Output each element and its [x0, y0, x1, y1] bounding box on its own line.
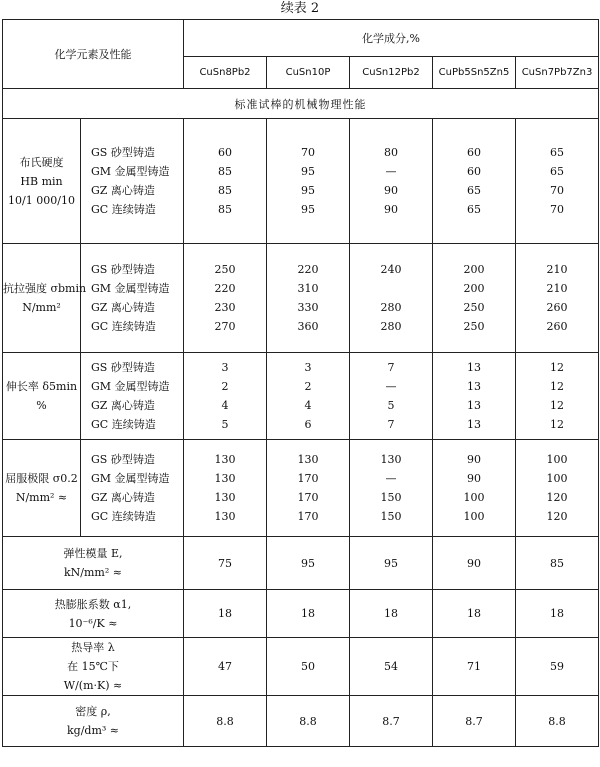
property-name-line: N/mm² ≈	[15, 491, 68, 504]
property-name-line: N/mm²	[22, 301, 61, 314]
value-cell: 85	[516, 537, 599, 590]
property-name-cell	[3, 537, 184, 590]
value-line: 12	[550, 418, 565, 431]
property-name-line: 热导率 λ	[71, 641, 115, 654]
property-name-line: HB min	[20, 174, 63, 188]
value-cell	[267, 244, 350, 353]
value-line: 200	[463, 282, 485, 295]
value-line: 90	[384, 203, 398, 216]
value-line: 12	[550, 380, 565, 393]
value-line: 360	[297, 320, 319, 333]
value-cell: 18	[267, 590, 350, 638]
property-name-line: 密度 ρ,	[75, 705, 111, 718]
property-row	[3, 638, 599, 696]
value-line: 170	[297, 510, 319, 523]
value-cell: 18	[516, 590, 599, 638]
value-line: 230	[214, 301, 236, 314]
value-line: 100	[546, 472, 568, 485]
property-name-line: 屈服极限 σ0.2	[5, 472, 78, 485]
value-cell	[184, 440, 267, 537]
value-line	[350, 279, 432, 298]
property-name-line: 10/1 000/10	[8, 193, 75, 207]
value-cell: 18	[433, 590, 516, 638]
property-name-line: 弹性模量 E,	[63, 547, 123, 560]
casting-method-line: GS 砂型铸造	[91, 361, 155, 374]
value-cell: 8.8	[267, 696, 350, 747]
casting-method-line: GZ 离心铸造	[91, 184, 155, 197]
value-cell	[516, 440, 599, 537]
value-line: 330	[297, 301, 319, 314]
value-cell	[267, 353, 350, 440]
value-line: 5	[221, 418, 229, 431]
property-group-row	[3, 244, 599, 353]
value-line: 210	[546, 282, 568, 295]
value-cell: 54	[350, 638, 433, 696]
property-name-cell	[3, 119, 81, 244]
value-line: 150	[380, 491, 402, 504]
value-line: 70	[301, 146, 315, 159]
value-line: 130	[214, 491, 236, 504]
value-cell	[516, 353, 599, 440]
value-line: 220	[214, 282, 236, 295]
value-cell: 95	[350, 537, 433, 590]
value-cell	[433, 440, 516, 537]
value-line: 280	[380, 301, 402, 314]
value-cell	[433, 353, 516, 440]
property-group-row	[3, 353, 599, 440]
value-line: 70	[550, 203, 565, 216]
value-line: 65	[467, 184, 481, 197]
value-line: 85	[218, 184, 232, 197]
value-line: 130	[214, 510, 236, 523]
value-line: 100	[463, 491, 485, 504]
value-line: 13	[467, 380, 481, 393]
value-cell: 71	[433, 638, 516, 696]
value-line: 130	[214, 472, 236, 485]
value-line: 60	[218, 146, 232, 159]
section-title: 标准试棒的机械物理性能	[3, 89, 599, 119]
value-line: 95	[301, 184, 315, 197]
casting-method-line: GZ 离心铸造	[91, 301, 155, 314]
value-line: 2	[304, 380, 312, 393]
value-line: —	[385, 165, 397, 178]
value-cell	[184, 244, 267, 353]
value-cell: 18	[184, 590, 267, 638]
casting-method-line: GM 金属型铸造	[91, 282, 170, 295]
casting-method-line: GS 砂型铸造	[91, 453, 155, 466]
alloy-header: CuSn7Pb7Zn3	[516, 57, 599, 89]
value-line: 250	[463, 301, 485, 314]
property-name-line: %	[36, 399, 47, 412]
value-line: 65	[550, 165, 565, 178]
value-line: 3	[304, 361, 312, 374]
value-line: 240	[380, 263, 402, 276]
value-line: 90	[384, 184, 398, 197]
value-line: 280	[380, 320, 402, 333]
value-line: 310	[297, 282, 319, 295]
property-name-line: 布氏硬度	[19, 155, 64, 169]
casting-method-line: GM 金属型铸造	[91, 380, 170, 393]
value-line: 170	[297, 491, 319, 504]
value-line: 95	[301, 203, 315, 216]
casting-method-line: GC 连续铸造	[91, 320, 156, 333]
alloy-header: CuPb5Sn5Zn5	[433, 57, 516, 89]
value-line: 130	[297, 453, 319, 466]
value-cell	[433, 244, 516, 353]
casting-method-line: GM 金属型铸造	[91, 165, 170, 178]
property-name-cell	[3, 440, 81, 537]
value-line: 150	[380, 510, 402, 523]
value-cell: 18	[350, 590, 433, 638]
casting-method-cell	[81, 244, 184, 353]
property-name-line: 热膨胀系数 α1,	[54, 597, 132, 611]
value-line: —	[385, 380, 397, 393]
property-name-cell	[3, 353, 81, 440]
value-line: 70	[550, 184, 565, 197]
value-line: 95	[301, 165, 315, 178]
value-cell: 50	[267, 638, 350, 696]
value-line: 13	[467, 418, 481, 431]
value-cell	[350, 244, 433, 353]
value-line: 2	[221, 380, 229, 393]
value-line: 200	[463, 263, 485, 276]
value-line: 90	[467, 453, 481, 466]
value-line: 12	[550, 361, 565, 374]
value-line: 7	[387, 361, 395, 374]
value-line: 65	[550, 146, 565, 159]
value-line: 12	[550, 399, 565, 412]
value-cell: 8.8	[516, 696, 599, 747]
value-cell: 90	[433, 537, 516, 590]
value-cell	[350, 440, 433, 537]
value-line: 60	[467, 146, 481, 159]
value-cell	[433, 119, 516, 244]
casting-method-line: GC 连续铸造	[91, 418, 156, 431]
value-line: 100	[546, 453, 568, 466]
casting-method-line: GC 连续铸造	[91, 203, 156, 216]
casting-method-line: GZ 离心铸造	[91, 399, 155, 412]
casting-method-line: GM 金属型铸造	[91, 472, 170, 485]
value-cell	[350, 353, 433, 440]
value-line: 210	[546, 263, 568, 276]
property-name-line: 在 15℃下	[67, 660, 119, 673]
value-cell: 75	[184, 537, 267, 590]
properties-table-frame	[2, 19, 598, 765]
value-cell: 95	[267, 537, 350, 590]
casting-method-line: GS 砂型铸造	[91, 146, 155, 159]
property-name-line: 10⁻⁶/K ≈	[68, 616, 118, 630]
casting-method-cell	[81, 119, 184, 244]
value-line: 65	[467, 203, 481, 216]
value-cell	[184, 119, 267, 244]
value-line: 85	[218, 165, 232, 178]
casting-method-line: GZ 离心铸造	[91, 491, 155, 504]
casting-method-line: GS 砂型铸造	[91, 263, 155, 276]
value-line: 130	[380, 453, 402, 466]
value-cell	[267, 440, 350, 537]
value-line: 5	[387, 399, 395, 412]
value-line: 3	[221, 361, 229, 374]
value-line: 4	[221, 399, 229, 412]
property-name-line: W/(m·K) ≈	[63, 679, 123, 692]
value-line: 4	[304, 399, 312, 412]
value-cell	[350, 119, 433, 244]
value-line: 260	[546, 301, 568, 314]
property-row	[3, 537, 599, 590]
value-line: 13	[467, 361, 481, 374]
property-name-line: kN/mm² ≈	[64, 566, 122, 579]
header-composition-label: 化学成分,%	[184, 20, 599, 57]
value-cell	[267, 119, 350, 244]
property-group-row	[3, 119, 599, 244]
value-cell: 8.7	[433, 696, 516, 747]
property-row	[3, 696, 599, 747]
value-line: —	[385, 472, 397, 485]
value-line: 270	[214, 320, 236, 333]
value-line: 100	[463, 510, 485, 523]
value-line: 260	[546, 320, 568, 333]
property-name-line: kg/dm³ ≈	[66, 724, 119, 737]
value-line: 120	[546, 491, 568, 504]
casting-method-cell	[81, 440, 184, 537]
casting-method-line: GC 连续铸造	[91, 510, 156, 523]
value-line: 60	[467, 165, 481, 178]
header-element-label: 化学元素及性能	[3, 20, 184, 89]
property-name-cell	[3, 590, 184, 638]
property-name-line: 抗拉强度 σbmin	[3, 282, 87, 295]
value-line: 85	[218, 203, 232, 216]
value-line: 7	[387, 418, 395, 431]
value-cell	[184, 353, 267, 440]
value-line: 90	[467, 472, 481, 485]
value-line: 250	[463, 320, 485, 333]
property-name-cell	[3, 638, 184, 696]
property-name-line: 伸长率 δ5min	[5, 380, 78, 393]
alloy-header: CuSn8Pb2	[184, 57, 267, 89]
page-title: 续表 2	[280, 1, 320, 16]
value-line: 80	[384, 146, 398, 159]
alloy-header: CuSn12Pb2	[350, 57, 433, 89]
value-cell	[516, 119, 599, 244]
alloy-header: CuSn10P	[267, 57, 350, 89]
value-cell	[516, 244, 599, 353]
property-group-row	[3, 440, 599, 537]
properties-table	[2, 19, 599, 747]
value-line: 220	[297, 263, 319, 276]
property-name-cell	[3, 696, 184, 747]
value-line: 170	[297, 472, 319, 485]
value-line: 13	[467, 399, 481, 412]
value-line: 130	[214, 453, 236, 466]
value-cell: 47	[184, 638, 267, 696]
value-cell: 8.7	[350, 696, 433, 747]
value-cell: 59	[516, 638, 599, 696]
casting-method-cell	[81, 353, 184, 440]
value-cell: 8.8	[184, 696, 267, 747]
value-line: 120	[546, 510, 568, 523]
property-row	[3, 590, 599, 638]
value-line: 6	[304, 418, 312, 431]
property-name-cell	[3, 244, 87, 353]
value-line: 250	[214, 263, 236, 276]
